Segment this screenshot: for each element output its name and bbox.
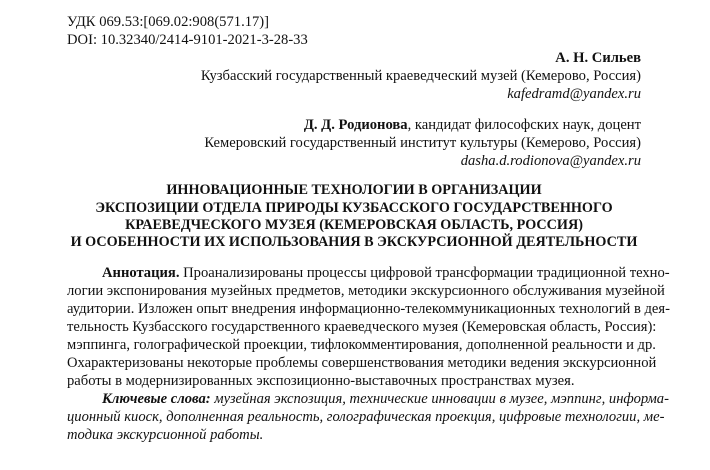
- doi: DOI: 10.32340/2414-9101-2021-3-28-33: [67, 32, 308, 48]
- abstract-line-6: Охарактеризованы некоторые проблемы совершенствования методики ведения экскурсионной: [67, 355, 657, 371]
- abstract-line-2: логии экспонирования музейных предметов, методики экскурсионного обслуживания музейной: [67, 283, 665, 299]
- abstract-line-1: [102, 264, 670, 282]
- author-2-email[interactable]: dasha.d.rodionova@yandex.ru: [460, 153, 641, 169]
- keywords-line-1: [102, 390, 669, 408]
- article-title-line-3: КРАЕВЕДЧЕСКОГО МУЗЕЯ (КЕМЕРОВСКАЯ ОБЛАСТЬ, РОССИЯ): [125, 217, 583, 233]
- author-1-email[interactable]: kafedramd@yandex.ru: [507, 86, 641, 102]
- article-title-line-1: ИННОВАЦИОННЫЕ ТЕХНОЛОГИИ В ОРГАНИЗАЦИИ: [166, 182, 542, 198]
- abstract-line-7: работы в модернизированных экспозиционно-выставочных пространствах музея.: [67, 373, 575, 389]
- author-2-line: [304, 116, 641, 134]
- abstract-line-3: аудитории. Изложен опыт внедрения информационно-телекоммуникационных технологий в дея-: [67, 301, 670, 317]
- udk-code: УДК 069.53:[069.02:908(571.17)]: [67, 14, 270, 30]
- article-title-line-2: ЭКСПОЗИЦИИ ОТДЕЛА ПРИРОДЫ КУЗБАССКОГО ГОСУДАРСТВЕННОГО: [95, 200, 613, 216]
- body-text-cutoff: [102, 463, 641, 470]
- abstract-text: Проанализированы процессы цифровой трансформации традиционной техно-: [179, 265, 670, 281]
- article-title-line-4: И ОСОБЕННОСТИ ИХ ИСПОЛЬЗОВАНИЯ В ЭКСКУРСИОННОЙ ДЕЯТЕЛЬНОСТИ: [70, 234, 638, 250]
- author-1-name: А. Н. Сильев: [555, 50, 641, 66]
- author-1-affiliation: Кузбасский государственный краеведческий музей (Кемерово, Россия): [200, 68, 641, 84]
- abstract-line-5: мэппинга, голографической проекции, тифлокомментирования, дополненной реальности и др.: [67, 337, 656, 353]
- author-2-credentials: , кандидат философских наук, доцент: [407, 117, 641, 133]
- keywords-line-2: ционный киоск, дополненная реальность, голографическая проекция, цифровые технологии, ме-: [67, 409, 665, 425]
- abstract-label: Аннотация.: [102, 265, 180, 281]
- author-2-name: Д. Д. Родионова: [303, 117, 408, 133]
- author-2-affiliation: Кемеровский государственный институт культуры (Кемерово, Россия): [204, 135, 641, 151]
- abstract-line-4: тельность Кузбасского государственного краеведческого музея (Кемеровская область, Россия):: [67, 319, 657, 335]
- keywords-label: Ключевые слова:: [102, 391, 211, 407]
- keywords-text: музейная экспозиция, технические инновации в музее, мэппинг, информа-: [210, 391, 669, 407]
- keywords-line-3: тодика экскурсионной работы.: [67, 427, 264, 443]
